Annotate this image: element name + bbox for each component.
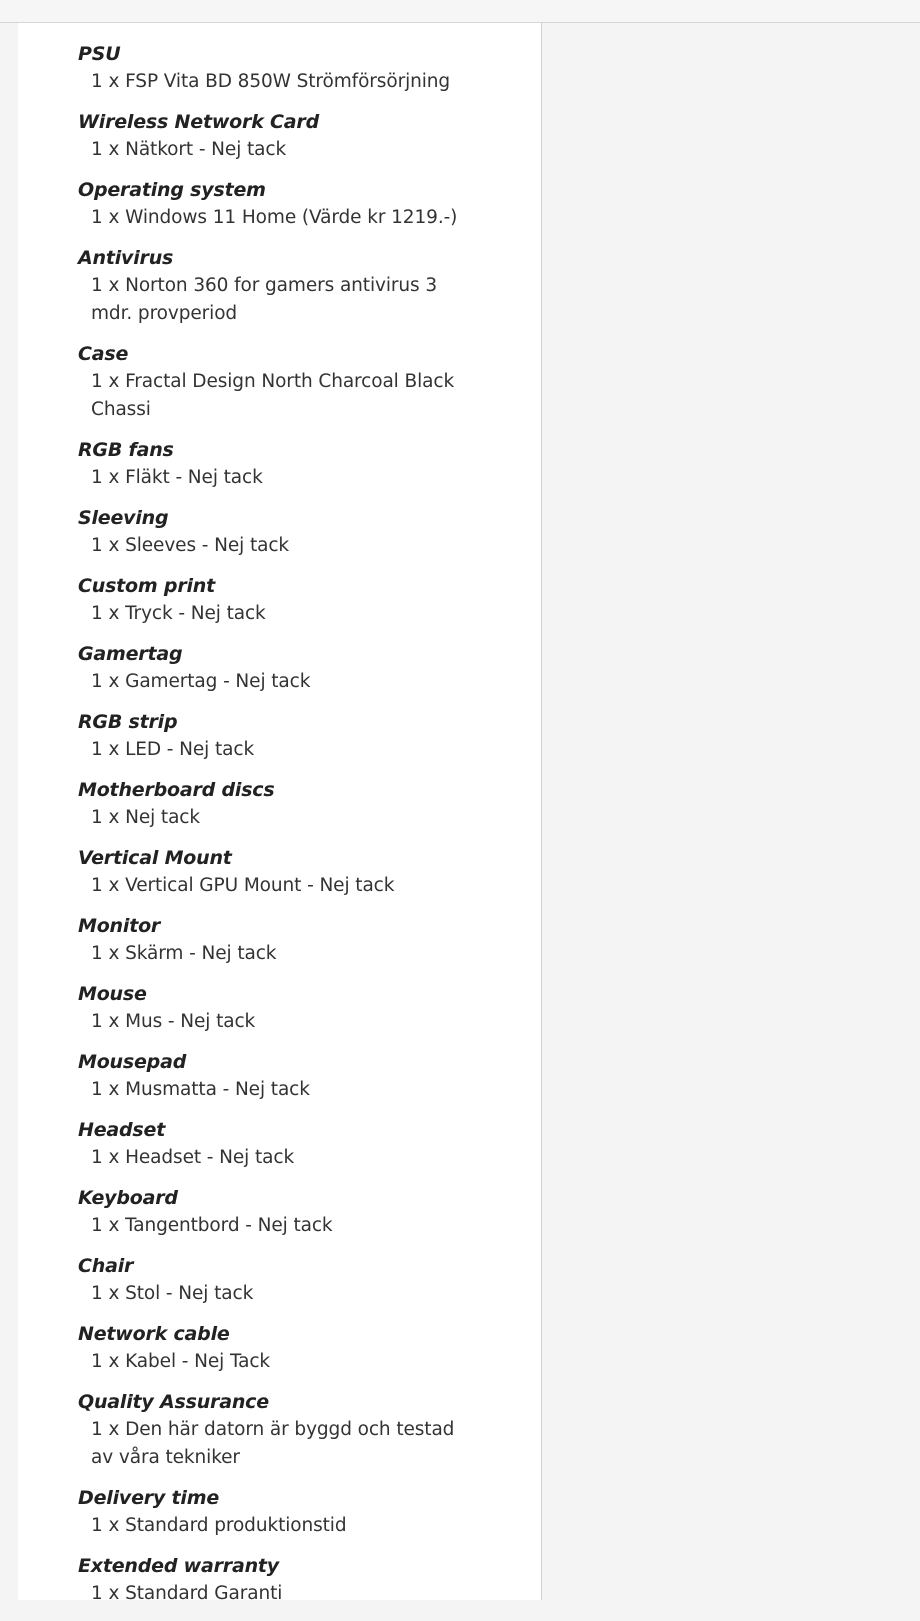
option-row [78, 913, 478, 968]
option-name: Monitor [78, 915, 161, 937]
option-row [78, 245, 478, 328]
option-row [78, 1117, 478, 1172]
right-column-background [542, 23, 920, 1600]
option-name: Antivirus [78, 247, 174, 269]
option-row [78, 777, 478, 832]
option-name: Motherboard discs [78, 779, 275, 801]
option-name: Network cable [78, 1323, 230, 1345]
option-value: 1 x Vertical GPU Mount - Nej tack [91, 875, 395, 896]
option-row [78, 1049, 478, 1104]
option-value: 1 x FSP Vita BD 850W Strömförsörjning [91, 71, 451, 92]
option-name: Mouse [78, 983, 147, 1005]
option-value: 1 x Tangentbord - Nej tack [91, 1215, 333, 1236]
option-name: Wireless Network Card [78, 111, 319, 133]
option-value: 1 x Kabel - Nej Tack [91, 1351, 271, 1372]
option-name: Mousepad [78, 1051, 187, 1073]
option-row [78, 1389, 478, 1472]
cart-item-options-panel [18, 23, 542, 1604]
option-value: 1 x Den här datorn är byggd och testad av våra tekniker [91, 1419, 455, 1468]
option-name: Custom print [78, 575, 216, 597]
option-name: PSU [78, 43, 121, 65]
option-name: RGB fans [78, 439, 174, 461]
option-name: Operating system [78, 179, 266, 201]
option-value: 1 x LED - Nej tack [91, 739, 255, 760]
option-name: Delivery time [78, 1487, 220, 1509]
option-value: 1 x Stol - Nej tack [91, 1283, 254, 1304]
option-row [78, 845, 478, 900]
option-value: 1 x Nej tack [91, 807, 200, 828]
option-value: 1 x Headset - Nej tack [91, 1147, 295, 1168]
top-bar [0, 0, 920, 23]
option-row [78, 341, 478, 424]
option-name: Sleeving [78, 507, 169, 529]
option-value: 1 x Gamertag - Nej tack [91, 671, 311, 692]
option-value: 1 x Fractal Design North Charcoal Black Chassi [91, 371, 455, 420]
option-row [78, 109, 478, 164]
option-name: Keyboard [78, 1187, 178, 1209]
option-value: 1 x Standard produktionstid [91, 1515, 347, 1536]
option-row [78, 41, 478, 96]
option-value: 1 x Windows 11 Home (Värde kr 1219.-) [91, 207, 458, 228]
option-row [78, 437, 478, 492]
option-value: 1 x Sleeves - Nej tack [91, 535, 290, 556]
option-row [78, 1185, 478, 1240]
left-gutter [0, 23, 19, 1600]
option-name: Quality Assurance [78, 1391, 269, 1413]
option-row [78, 1253, 478, 1308]
option-name: Chair [78, 1255, 134, 1277]
option-row [78, 1321, 478, 1376]
option-name: Extended warranty [78, 1555, 279, 1577]
option-row [78, 177, 478, 232]
option-row [78, 981, 478, 1036]
option-value: 1 x Standard Garanti [91, 1583, 283, 1604]
option-value: 1 x Skärm - Nej tack [91, 943, 277, 964]
option-row [78, 709, 478, 764]
option-value: 1 x Tryck - Nej tack [91, 603, 266, 624]
option-row [78, 573, 478, 628]
option-value: 1 x Nätkort - Nej tack [91, 139, 287, 160]
option-name: Headset [78, 1119, 166, 1141]
option-row [78, 505, 478, 560]
option-name: Case [78, 343, 129, 365]
option-value: 1 x Norton 360 for gamers antivirus 3 mdr. provperiod [91, 275, 438, 324]
option-value: 1 x Fläkt - Nej tack [91, 467, 263, 488]
option-value: 1 x Mus - Nej tack [91, 1011, 256, 1032]
option-value: 1 x Musmatta - Nej tack [91, 1079, 310, 1100]
option-name: Gamertag [78, 643, 183, 665]
option-name: RGB strip [78, 711, 178, 733]
option-name: Vertical Mount [78, 847, 232, 869]
option-row [78, 1485, 478, 1540]
option-row [78, 641, 478, 696]
configuration-options-list [78, 41, 478, 1621]
